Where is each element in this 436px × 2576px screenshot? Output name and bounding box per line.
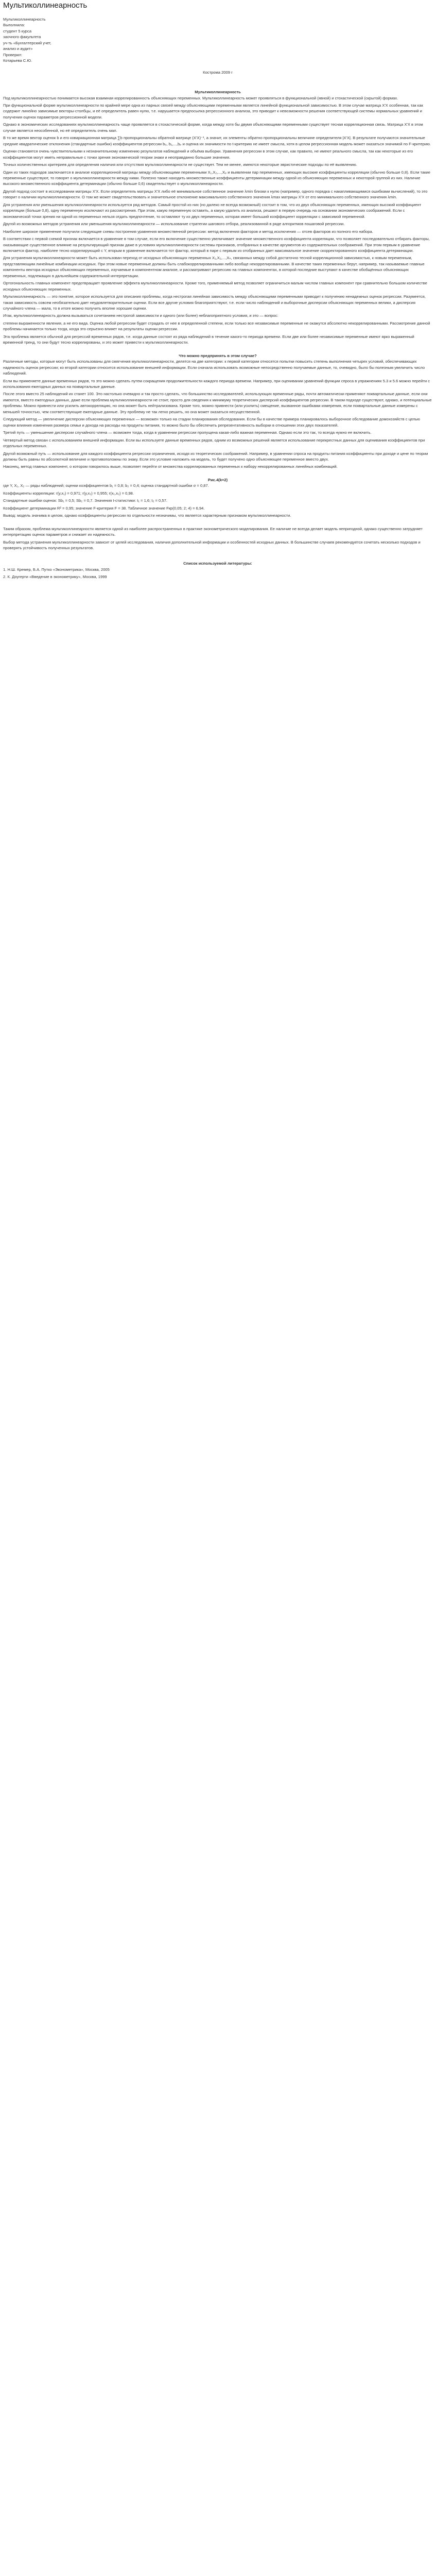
paragraph: Наконец, метод главных компонент, о котором говорилось выше, позволяет перейти от множества коррелированных переменных к набору некоррелированных линейных комбинаций. xyxy=(3,464,338,469)
sections xyxy=(3,83,432,470)
paragraph: Другой из возможных методов устранения или уменьшения мультиколлинеарности — использование стратегии шагового отбора, реализованной в ряде алгоритмов пошаговой регрессии. xyxy=(3,222,345,227)
example-lines xyxy=(3,483,432,518)
closing-paragraphs xyxy=(3,526,432,551)
paragraph: Для устранения или уменьшения мультиколлинеарности используется ряд методов. Самый простой из них (но далеко не всегда возможный) состоит в том, что из двух объясняющих переменных, имеющих высокий коэффициент корреляции (больше 0,8), одну переменную исключают из рассмотрения. При этом, какую переменную оставить, а какую удалить из анализа, решают в первую очередь на основании экономических соображений. Если с экономической точки зрения ни одной из переменных нельзя отдать предпочтение, то оставляют ту из двух переменных, которая имеет больший коэффициент корреляции с зависимой переменной. xyxy=(3,202,422,219)
section-heading: Мультиколлинеарность xyxy=(195,90,241,95)
paragraph: Если вы применяете данные временных рядов, то это можно сделать путем сокращения продолжительности каждого периода времени. Например, при оценивании уравнений функции спроса в упражнениях 5.3 и 5.6 можно перейти с использования ежегодных данных на поквартальные данные. xyxy=(3,378,430,389)
paragraph: В то же время вектор оценок b и его ковариационная матрица ∑b пропорциональны обратной матрице (Х'Х)⁻¹, а значит, их элементы обратно пропорциональны величине определителя |Х'Х|. В результате получаются значительные средние квадратические отклонения (стандартные ошибки) коэффициентов регрессии b₀, b₁,...,bₚ и оценка их значимости по t-критерию не имеет смысла, хотя в целом регрессионная модель может оказаться значимой по F-критерию. xyxy=(3,135,431,146)
author-meta xyxy=(3,22,432,63)
example-line: Вывод: модель значима в целом, однако коэффициенты регрессии по отдельности незначимы, что является характерным признаком мультиколлинеарности. xyxy=(3,513,291,518)
paragraph: Эта проблема является обычной для регрессий временных рядов, т.е. когда данные состоят из ряда наблюдений в течение какого-то периода времени. Если две или более независимые переменные имеют ярко выраженный временной тренд, то они будут тесно коррелированы, и это может привести к мультиколлинеарности. xyxy=(3,334,414,345)
meta-line: Проверил: xyxy=(3,52,23,57)
section-heading: Что можно предпринять в этом случае? xyxy=(179,353,257,358)
paragraph: Различные методы, которые могут быть использованы для смягчения мультиколлинеарности, делятся на две категории: к первой категории относятся попытки повысить степень выполнения четырех условий, обеспечивающих надежность оценок регрессии; ко второй категории относится использование внешней информации. Если сначала использовать возможные непосредственно получаемые данные, то, очевидно, было бы полезным увеличить число наблюдений. xyxy=(3,359,425,376)
paragraph: Оценки становятся очень чувствительными к незначительному изменению результатов наблюдений и объёма выборки. Уравнения регрессии в этом случае, как правило, не имеют реального смысла, так как некоторые из его коэффициентов могут иметь неправильные с точки зрения экономической теории знаки и неоправданно большие значения. xyxy=(3,149,413,160)
literature-heading: Список используемой литературы: xyxy=(183,561,252,566)
paragraph: Однако в экономических исследованиях мультиколлинеарность чаще проявляется в стохастической форме, когда между хотя бы двумя объясняющими переменными существует тесная корреляционная связь. Матрица Х'Х в этом случае является неособенной, но её определитель очень мал. xyxy=(3,122,423,133)
literature-item: 1. Н.Ш. Кремер, Б.А. Путко «Эконометрика», Москва, 2005 xyxy=(3,567,110,572)
paragraph: Мультиколлинеарность — это понятие, которое используется для описания проблемы, когда нестрогая линейная зависимость между объясняющими переменными приводит к получению ненадежных оценок регрессии. Разумеется, такая зависимость совсем необязательно дает неудовлетворительные оценки. Если все другие условия благоприятствуют, т.е. если число наблюдений и выборочные дисперсии объясняющих переменных велики, а дисперсия случайного члена — мала, то в итоге можно получить вполне хорошие оценки. xyxy=(3,294,426,311)
paragraph: В соответствии с первой схемой признак включается в уравнение в том случае, если его включение существенно увеличивает значение множественного коэффициента корреляции, что позволяет последовательно отбирать факторы, оказывающие существенное влияние на результирующий признак даже в условиях мультиколлинеарности системы признаков, отобранных в качестве аргументов из содержательных соображений. При этом первым в уравнение включается фактор, наиболее тесно коррелирующий с Y, вторым в уравнение включается тот фактор, который в паре с первым из отобранных дает максимальное значение скорректированного коэффициента детерминации. xyxy=(3,236,430,253)
site-title: Мультиколлинеарность xyxy=(3,1,88,10)
example-line: Коэффициенты корреляции: r(y,x₁) = 0,971; r(y,x₂) = 0,955; r(x₁,x₂) = 0,98. xyxy=(3,490,134,496)
paragraph: Итак, мультиколлинеарность должна вызываться сочетанием нестрогой зависимости и одного (или более) неблагоприятного условия, и это — вопрос: xyxy=(3,313,278,318)
meta-line: Котарьева С.Ю. xyxy=(3,58,32,63)
meta-line: анализ и аудит» xyxy=(3,46,33,52)
meta-line: уч-ть «Бухгалтерский учет, xyxy=(3,40,51,45)
paragraph: Для устранения мультиколлинеарности может быть использован переход от исходных объясняющих переменных Х₁,Х₂,...,Хₙ, связанных между собой достаточно тесной корреляционной зависимостью, к новым переменным, представляющим линейные комбинации исходных. При этом новые переменные должны быть слабокоррелированными либо вообще некоррелированными. В качестве таких переменных берут, например, так называемые главные компоненты вектора исходных объясняющих переменных, изучаемые в компонентном анализе, и рассматривают регрессию на главных компонентах, в которой последние выступают в качестве обобщённых объясняющих переменных, подлежащих в дальнейшем содержательной интерпретации. xyxy=(3,256,425,278)
topic-label: Мультиколлинеарность xyxy=(3,17,46,22)
paragraph: Другой подход состоит в исследовании матрицы Х'Х. Если определитель матрицы Х'Х либо её минимальное собственное значение λmin близки к нулю (например, одного порядка с накапливающимися ошибками вычислений), то это говорит о наличии мультиколлинеарности. О том же может свидетельствовать и значительное отклонение максимального собственного значения λmax матрицы Х'Х от его минимального собственного значения λmin. xyxy=(3,189,428,200)
paragraph: При функциональной форме мультиколлинеарности по крайней мере одна из парных связей между объясняющими переменными является линейной функциональной зависимостью. В этом случае матрица Х'Х особенная, так как содержит линейно зависимые векторы-столбцы, и её определитель равен нулю, т.е. нарушается предпосылка регрессионного анализа, это приводит к невозможности решения соответствующей системы нормальных уравнений и получения оценок параметров регрессионной модели. xyxy=(3,103,423,120)
paragraph: Следующий метод — увеличение дисперсии объясняющих переменных — возможен только на стадии планирования обследования. Если бы в качестве примера планировалось выборочное обследование домохозяйств с целью оценки влияния изменения размера семьи и дохода на расходы на продукты питания, то можно было бы обеспечить репрезентативность выборки в отношении этих двух показателей. xyxy=(3,417,421,428)
literature-list xyxy=(3,567,432,580)
meta-line: студент 5 курса xyxy=(3,28,32,33)
example-heading: Рис.4(k=2) xyxy=(207,477,228,482)
paragraph: Один из таких подходов заключается в анализе корреляционной матрицы между объясняющими переменными Х₁,Х₂,...,Хₚ и выявлении пар переменных, имеющих высокие коэффициенты корреляции (обычно больше 0,8). Если такие переменные существуют, то говорят о мультиколлинеарности между ними. Полезно также находить множественные коэффициенты детерминации между одной из объясняющих переменных и некоторой группой из них. Наличие высокого множественного коэффициента детерминации (обычно больше 0,6) свидетельствует о мультиколлинеарности. xyxy=(3,170,430,187)
paragraph: Четвертый метод связан с использованием внешней информации. Если вы используете данные временных рядов, одним из возможных решений является использование перекрестных данных для оценивания коэффициентов при отдельных переменных. xyxy=(3,437,425,449)
place-date: Кострома 2009 г xyxy=(203,70,233,75)
document-body xyxy=(3,16,432,582)
paragraph: Третий путь — уменьшение дисперсии случайного члена — возможен тогда, когда в уравнении регрессии пропущена какая-либо важная переменная. Однако если это так, то всегда нужно ее включить. xyxy=(3,430,372,435)
paragraph: Под мультиколлинеарностью понимается высокая взаимная коррелированность объясняющих переменных. Мультиколлинеарность может проявляться в функциональной (явной) и стохастической (скрытой) формах. xyxy=(3,95,398,100)
meta-line: Выполнила: xyxy=(3,23,25,28)
paragraph: Ортогональность главных компонент предотвращает проявление эффекта мультиколлинеарности. Кроме того, применяемый метод позволяет ограничиться малым числом главных компонент при сравнительно большом количестве исходных объясняющих переменных. xyxy=(3,281,427,292)
paragraph: Точных количественных критериев для определения наличия или отсутствия мультиколлинеарности не существует. Тем не менее, имеются некоторые эвристические подходы по её выявлению. xyxy=(3,162,357,167)
meta-line: заочного факультета xyxy=(3,35,41,40)
literature-item: 2. К. Доугерти «Введение в эконометрику», Москва, 1999 xyxy=(3,574,107,580)
example-line: Коэффициент детерминации R² = 0,95; значение F-критерия F = 38. Табличное значение Fкр(0,05; 2; 4) = 6,94. xyxy=(3,505,205,511)
example-line: где Y, X₁, X₂ — ряды наблюдений; оценки коэффициентов b₁ = 0,8; b₂ = 0,4; оценка стандартной ошибки σ = 0,87. xyxy=(3,483,209,488)
paragraph: Выбор метода устранения мультиколлинеарности зависит от целей исследования, наличия дополнительной информации и особенностей исходных данных. В большинстве случаев рекомендуется сочетать несколько подходов и проверять устойчивость полученных результатов. xyxy=(3,539,421,550)
paragraph: Другой возможный путь — использование для каждого коэффициента регрессии ограничения, исходя из теоретических соображений. Например, в уравнении спроса на продукты питания коэффициенты при доходе и цене по теории должны быть равны по абсолютной величине и противоположны по знаку. Если это условие наложить на модель, то будет получено одно объясняющее переменное вместо двух. xyxy=(3,451,428,462)
paragraph: степени выраженности явления, а не его вида. Оценка любой регрессии будет страдать от нее в определенной степени, если только все независимые переменные не окажутся абсолютно некоррелированными. Рассмотрение данной проблемы начинается только тогда, когда это серьезно влияет на результаты оценки регрессии. xyxy=(3,320,430,332)
paragraph: Наиболее широкое применение получили следующие схемы построения уравнения множественной регрессии: метод включения факторов и метод исключения — отсев факторов из полного его набора. xyxy=(3,229,373,234)
paragraph: После этого вместо 25 наблюдений их станет 100. Это настолько очевидно и так просто сделать, что большинство исследователей, использующих временные ряды, почти автоматически применяют поквартальные данные, если они имеются, вместо ежегодных данных, даже если проблема мультиколлинеарности не стоит, просто для сведения к минимуму теоретических дисперсий коэффициентов регрессии. В таком подходе существуют, однако, и потенциальные проблемы. Можно привнести или усилить автокорреляцию, но она может быть нейтрализована. Кроме того, можно привнести (или усилить) смещение, вызванное ошибками измерения, если поквартальные данные измерены с меньшей точностью, чем соответствующие ежегодные данные. Эту проблему не так легко решить, но она может оказаться несущественной. xyxy=(3,392,432,414)
example-line: Стандартные ошибки оценок: Sb₁ = 0,5; Sb₂ = 0,7. Значения t-статистики: t₁ = 1,6; t₂ = 0,57. xyxy=(3,498,167,503)
paragraph: Таким образом, проблема мультиколлинеарности является одной из наиболее распространенных в практике эконометрического моделирования. Ее наличие не всегда делает модель непригодной, однако существенно затрудняет интерпретацию оценок параметров и снижает их надежность. xyxy=(3,526,423,537)
